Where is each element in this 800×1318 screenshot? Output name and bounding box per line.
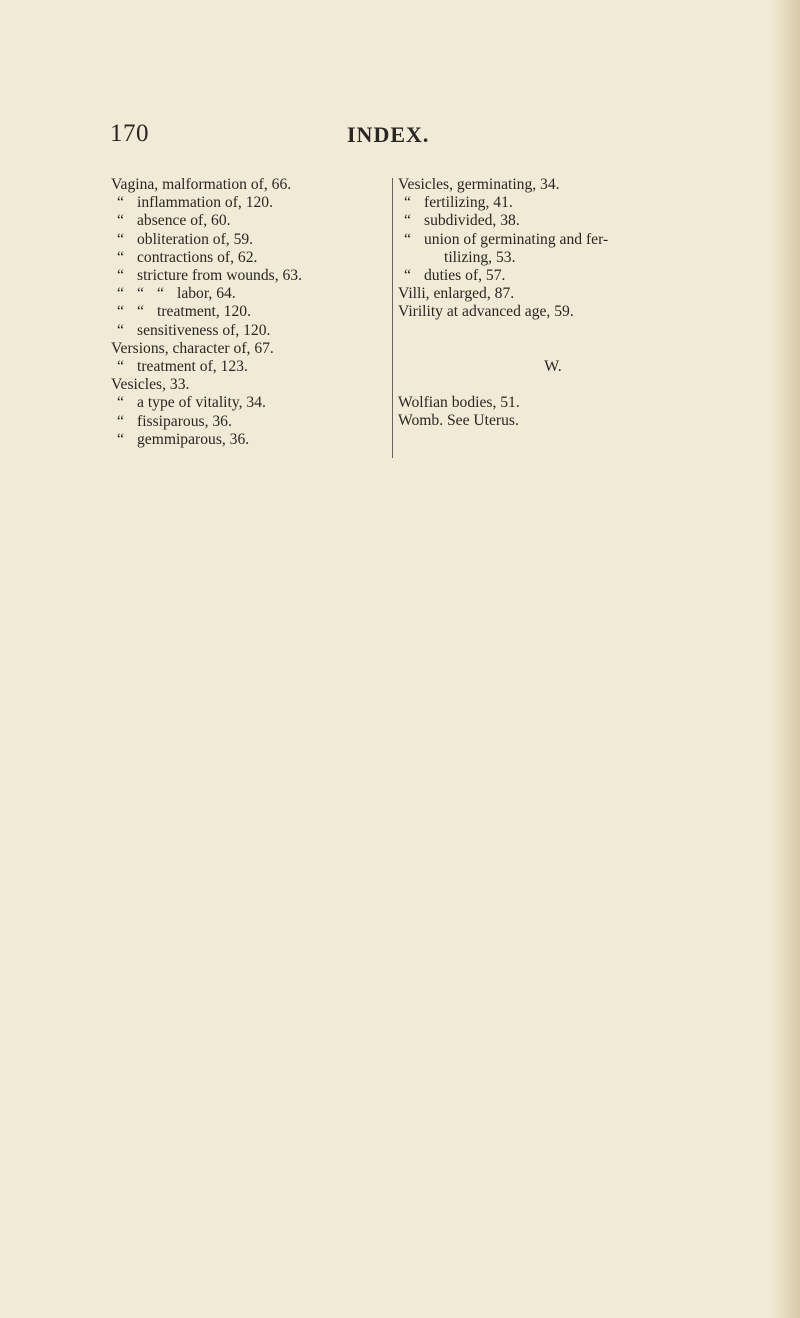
index-entry: Vagina, malformation of, 66.: [111, 176, 292, 193]
index-entry: “ fertilizing, 41.: [404, 194, 513, 212]
index-entry: Vesicles, 33.: [111, 376, 190, 394]
index-column-left: [111, 176, 371, 449]
index-entry: “ fissiparous, 36.: [117, 412, 232, 430]
index-entry: Versions, character of, 67.: [111, 339, 274, 357]
index-entry: “ “ “ labor, 64.: [117, 285, 236, 303]
section-letter: W.: [544, 357, 562, 375]
page-header: [0, 120, 800, 150]
index-entry: Vesicles, germinating, 34.: [398, 176, 560, 193]
column-divider: [392, 178, 393, 458]
index-entry: “ treatment of, 123.: [117, 358, 248, 376]
index-entry: Womb. See Uterus.: [398, 412, 519, 430]
index-entry: “ subdivided, 38.: [404, 212, 520, 230]
index-entry: Wolfian bodies, 51.: [398, 393, 520, 411]
index-entry: “ contractions of, 62.: [117, 248, 258, 266]
index-entry: “ absence of, 60.: [117, 212, 231, 230]
index-entry: Villi, enlarged, 87.: [398, 285, 515, 303]
page-title: INDEX.: [347, 122, 430, 147]
index-entry: “ obliteration of, 59.: [117, 230, 254, 248]
index-column-right: [398, 176, 738, 430]
page-number: 170: [110, 120, 149, 147]
index-entry: “ duties of, 57.: [404, 267, 506, 285]
index-entry: “ a type of vitality, 34.: [117, 394, 266, 412]
index-entry-continuation: tilizing, 53.: [444, 248, 516, 266]
index-entry: “ inflammation of, 120.: [117, 194, 273, 212]
index-entry: “ “ treatment, 120.: [117, 303, 251, 321]
index-entry: “ union of germinating and fer-: [404, 230, 609, 248]
index-entry: “ sensitiveness of, 120.: [117, 321, 271, 339]
index-entry: “ stricture from wounds, 63.: [117, 267, 303, 285]
index-entry: Virility at advanced age, 59.: [398, 303, 574, 321]
index-entry: “ gemmiparous, 36.: [117, 430, 250, 448]
page-edge-shadow: [770, 0, 800, 1318]
